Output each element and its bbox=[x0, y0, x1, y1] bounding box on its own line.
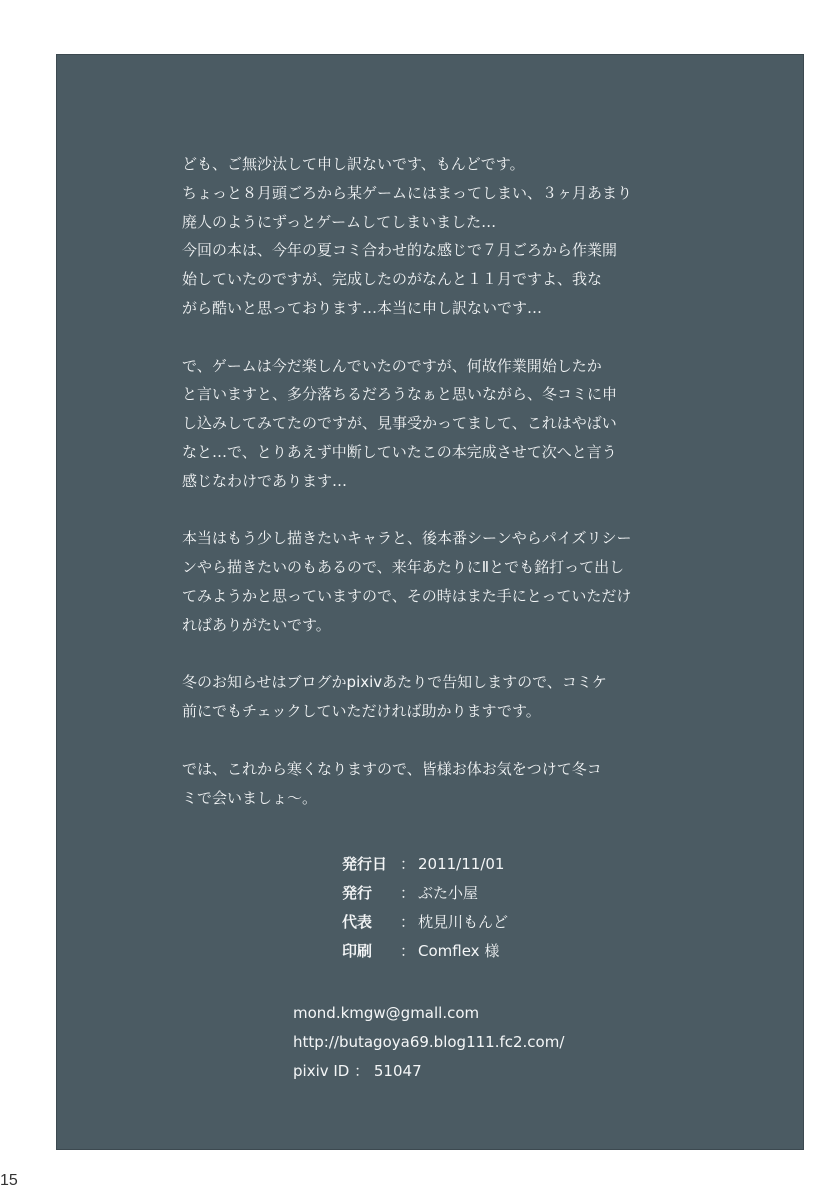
contact-pixiv: pixiv ID ： 51047 bbox=[293, 1062, 422, 1080]
colophon-label: 印刷 bbox=[342, 942, 373, 960]
page-number: 15 bbox=[0, 1172, 18, 1189]
colophon-label: 発行 bbox=[342, 884, 373, 902]
paragraph-4: 冬のお知らせはブログかpixivあたりで告知しますので、コミケ 前にでもチェックしていただければ助かりますです。 bbox=[182, 673, 607, 721]
colophon bbox=[342, 850, 508, 966]
contact-email: mond.kmgw@gmall.com bbox=[293, 1004, 480, 1022]
paragraph-1: ども、ご無沙汰して申し訳ないです、もんどです。 ちょっと８月頭ごろから某ゲームにはまってしまい、３ヶ月あまり 廃人のようにずっとゲームしてしまいました… 今回の本は、今年の夏コミ合わせ的な感じで７月ごろから作業開 始していたのですが、完成したのがなんと１１月ですよ、我な がら酷いと思っております…本当に申し訳ないです… bbox=[182, 155, 633, 317]
paragraph-3: 本当はもう少し描きたいキャラと、後本番シーンやらパイズリシー ンやら描きたいのもあるので、来年あたりにⅡとでも銘打って出し てみようかと思っていますので、その時はまた手にとっていただけ ればありがたいです。 bbox=[182, 529, 632, 634]
paragraph-5: では、これから寒くなりますので、皆様お体お気をつけて冬コ ミで会いましょ～。 bbox=[182, 759, 602, 807]
colophon-value: Comflex 様 bbox=[418, 942, 500, 960]
colophon-separator: ： bbox=[400, 913, 416, 931]
afterword-panel bbox=[56, 54, 804, 1150]
colophon-label: 代表 bbox=[342, 913, 373, 931]
colophon-value: 2011/11/01 bbox=[418, 855, 505, 873]
colophon-value: ぶた小屋 bbox=[418, 884, 479, 902]
colophon-value: 枕見川もんど bbox=[418, 913, 509, 931]
colophon-row-publisher bbox=[342, 879, 508, 908]
contact-url: http://butagoya69.blog111.fc2.com/ bbox=[293, 1033, 565, 1051]
colophon-separator: ： bbox=[400, 855, 416, 873]
afterword-text bbox=[182, 150, 702, 812]
contact-info bbox=[293, 999, 564, 1086]
colophon-row-representative bbox=[342, 908, 508, 937]
colophon-label: 発行日 bbox=[342, 855, 388, 873]
colophon-separator: ： bbox=[400, 884, 416, 902]
colophon-separator: ： bbox=[400, 942, 416, 960]
colophon-row-date bbox=[342, 850, 508, 879]
paragraph-2: で、ゲームは今だ楽しんでいたのですが、何故作業開始したか と言いますと、多分落ちるだろうなぁと思いながら、冬コミに申 し込みしてみてたのですが、見事受かってまして、これはやばい なと…で、とりあえず中断していたこの本完成させて次へと言う 感じなわけであります… bbox=[182, 356, 618, 490]
colophon-row-printer bbox=[342, 937, 508, 966]
